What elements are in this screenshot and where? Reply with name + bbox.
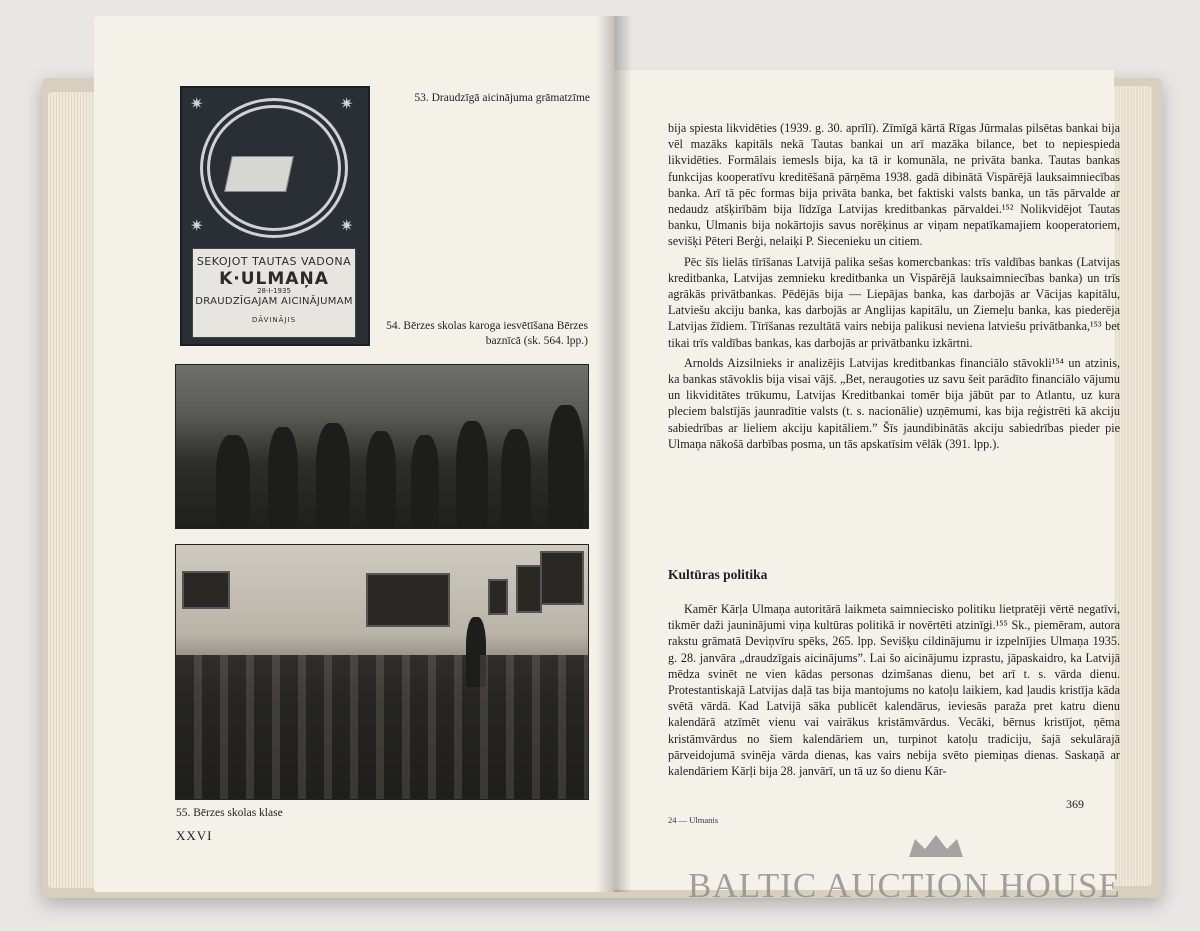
wall-picture: [182, 571, 230, 609]
caption-54-line: baznīcā (sk. 564. lpp.): [485, 335, 588, 347]
bookplate-name: K·ULMAŅA: [219, 269, 329, 289]
photo-figure: [456, 421, 488, 528]
star-icon: ✷: [340, 216, 354, 235]
crown-logo-icon: [907, 833, 965, 861]
bookplate-line: DĀVINĀJIS: [251, 316, 297, 324]
book-illustration: [224, 156, 294, 192]
paragraph: Pēc šīs lielās tīrīšanas Latvijā palika sešas komercbankas: trīs valdības bankas (Latvijas kreditbanka, Latvijas zemnieku kreditbanka un Vispārējā lauksaimniecības banka) un trīs agrākās privātbankas. Pēdējās bija — Liepājas banka, kas darbojās ar Vācijas kapitālu, Latviešu akciju banka, kas darbojās ar Anglijas kapitālu, un Ziemeļu banka, kas piederēja Latvijas žīdiem. Tīrīšanas rezultātā vairs nebija palikusi neviena latviešu privātbanka,¹⁵³ bet tikai trīs valdības bankas, kas darbojās ar privātbanku izkārtni.: [668, 254, 1120, 350]
bookplate-card: [192, 248, 356, 338]
wall-picture: [516, 565, 542, 613]
book-gutter: [596, 16, 632, 892]
bookplate-image: [180, 86, 370, 346]
caption-55: 55. Bērzes skolas klase: [176, 807, 283, 819]
bookplate-line: SEKOJOT TAUTAS VADONA: [196, 255, 352, 268]
church-ceremony-photo: [175, 364, 589, 529]
section-heading: Kultūras politika: [668, 567, 768, 582]
classroom-photo: [175, 544, 589, 800]
star-icon: ✷: [190, 94, 204, 113]
photo-figure: [268, 427, 298, 528]
caption-54-line: 54. Bērzes skolas karoga iesvētīšana Bērzes: [386, 320, 588, 332]
paragraph: Kamēr Kārļa Ulmaņa autoritārā laikmeta saimniecisko politiku lietpratēji vērtē negatīvi, tikmēr daži jauninājumi viņa kultūras politikā ir novērtēti atzinīgi.¹⁵⁵ Sk., piemēram, autora rakstu grāmatā Deviņvīru spēks, 265. lpp. Sevišķu cildinājumu ir izpelnījies Ulmaņa 1935. g. 28. janvāra „draudzīgais aicinājums”. Lai šo aicinājumu izprastu, jāpaskaidro, ka Latvijā mēdza svinēt ne vien kādas personas dzimšanas dienu, bet arī t. s. vārda dienu. Protestantiskajā Latvijas daļā tas bija mantojums no katoļu laikiem, kad ļaudis kristīja kāda svētā vārdā. Kad Latvijā sāka publicēt kalendārus, ieviesās paraža pret katru dienu kalendārā atzīmēt vienu vai vairākus kristāmvārdus. Vecāki, bērnus kristījot, ņēma kristāmvārdus no šiem kalendāriem un, turpinot katoļu tradiciju, šajā sekulārajā pārveidojumā svinēja vārda dienas, kas vairs nebija svēto piemiņas dienas. Saskaņā ar kalendāriem Kārļi bija 28. janvārī, un tā uz šo dienu Kār-: [668, 602, 1120, 779]
star-icon: ✷: [190, 216, 204, 235]
body-text-block-2: [668, 601, 1120, 783]
bookplate-line: DRAUDZĪGAJAM AICINĀJUMAM: [195, 296, 353, 307]
photo-figure: [316, 423, 350, 528]
photo-figure: [216, 435, 250, 528]
photo-figure: [411, 435, 439, 528]
wall-picture: [366, 573, 450, 627]
wall-picture: [488, 579, 508, 615]
signature-mark: 24 — Ulmanis: [668, 815, 719, 825]
students-rows: [176, 655, 588, 799]
caption-53: 53. Draudzīgā aicinājuma grāmatzīme: [414, 92, 590, 104]
body-text-block-1: [668, 120, 1120, 456]
paragraph: Arnolds Aizsilnieks ir analizējis Latvijas kreditbankas financiālo stāvokli¹⁵⁴ un atzinis, ka bankas stāvoklis bija visai vājš. „Bet, neraugoties uz savu šeit parādīto financiālo vājumu un likviditātes trūkumu, Latvijas Kreditbankai tomēr bija jābūt par to Atlantu, uz kura pleciem balstījās jaunradītie valsts (t. s. nacionālie) uzņēmumi, kas bija reģistrēti kā akciju sabiedrības ar lieliem akciju kapitāliem.” Šīs jaundibinātās akciju sabiedrības pieder pie Ulmaņa nākošā darbības posma, un tās apskatīsim vēlāk (391. lpp.).: [668, 355, 1120, 451]
photo-figure: [548, 405, 584, 528]
bookplate-date: 28-I-1935: [257, 287, 291, 295]
watermark-text: BALTIC AUCTION HOUSE: [688, 866, 1121, 905]
page-number: 369: [1066, 797, 1084, 811]
wall-picture: [540, 551, 584, 605]
left-folio: XXVI: [176, 828, 213, 843]
photo-figure: [501, 429, 531, 528]
star-icon: ✷: [340, 94, 354, 113]
caption-54: [368, 319, 588, 349]
paragraph: bija spiesta likvidēties (1939. g. 30. aprīlī). Zīmīgā kārtā Rīgas Jūrmalas pilsētas bankai bija vēl mazāks kapitāls nekā Tautas bankai un arī mazāka bilance, bet to nepiespieda likvidēties. Formālais iemesls bija, ka tā ir komunāla, ne privāta banka. Tautas bankas funkcijas kooperatīvu kreditēšanā pārņēma 1938. gadā dibinātā Vispārējā lauksaimniecības banka. Arī tā pēc formas bija privāta banka, bet faktiski valsts banka, un tās pārvalde ar nedaudz atšķirībām bija līdzīga Latvijas kreditbankas pārvaldei.¹⁵² Nolikvidējot Tautas banku, Ulmanis bija nokārtojis savus norēķinus ar viņam nepatīkamajiem kooperatoriem, sevišķi Pēteri Berģi, nelaiķi P. Siecenieku un citiem.: [668, 121, 1120, 249]
photo-figure: [366, 431, 396, 528]
